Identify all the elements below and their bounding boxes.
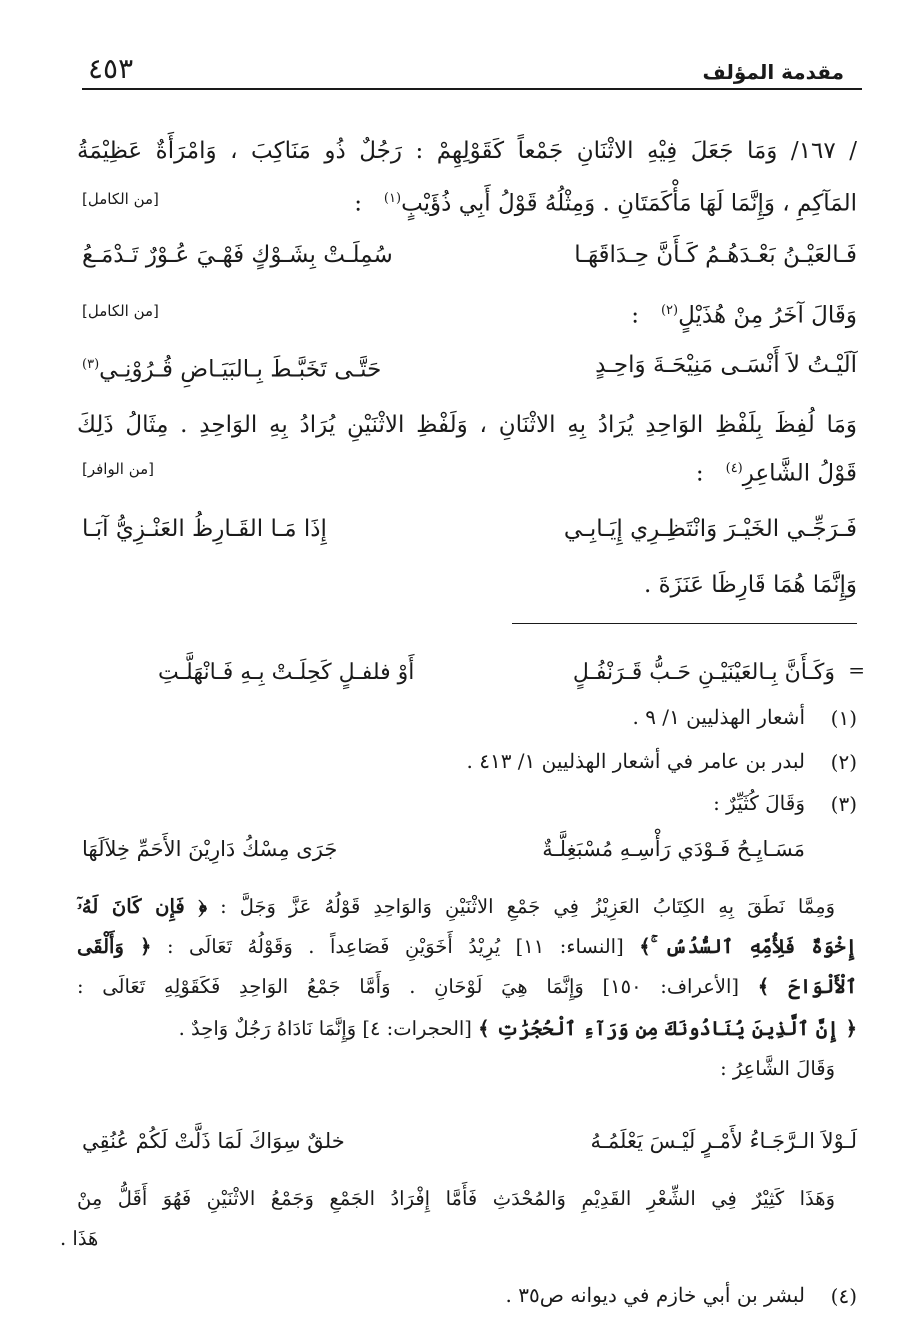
quran-quote-3: ﴿ إِنَّ ٱلَّذِينَ يُنَادُونَكَ مِن وَرَآءِ ٱلْحُجُرَٰتِ ﴾: [478, 1017, 857, 1040]
verse-2-right-hemistich: آلَيْـتُ لاَ أَنْسَـى مَنِيْحَـةَ وَاحِـدٍ: [595, 352, 857, 378]
footnote-3-intro: وَقَالَ كُثَيِّرٌ :: [713, 791, 805, 815]
meter-tag-1: [من الكامل]: [82, 190, 159, 208]
footnote-ref-4[interactable]: (٤): [725, 461, 743, 476]
footnote-3-para-line-7: هَذَا .: [60, 1227, 99, 1250]
footnote-3-para-line-1: [77, 890, 835, 924]
verse-2-left-text: حَتَّـى تَخَبَّـطَ بِـالبَيَـاضِ قُـرُوْنِـي: [99, 356, 382, 383]
footnote-3-verse2-left-hemistich: خلقٌ سِوَاكَ لَمَا ذَلَّتْ لَكُمْ عُنُقِي: [82, 1129, 345, 1153]
footnote-3-verse-right-hemistich: مَسَـايِـحُ فَـوْدَي رَأْسِـهِ مُسْبَغِلَّـةٌ: [542, 837, 805, 861]
meter-tag-3: [من الوافر]: [82, 460, 155, 478]
main-line-2: [237, 180, 857, 223]
continued-verse-left-hemistich: أَوْ فلفـلٍ كَحِلَـتْ بِـهِ فَـانْهَلَّـتِ: [158, 660, 415, 685]
header-rule: [82, 88, 862, 90]
footnote-3-para-line-3: [77, 970, 857, 1004]
footnote-ref-2[interactable]: (٢): [660, 303, 679, 318]
footnote-3-verse-left-hemistich: جَرَى مِسْكُ دَارِيْنَ الأَحَمِّ خِلاَلَهَا: [82, 837, 338, 861]
footnote-3-para-line-6: وَهَذَا كَثِيْرٌ فِي الشِّعْرِ القَدِيْمِ وَالمُحْدَثِ فَأَمَّا إِفْرَادُ الجَمْعِ وَجَمْعُ الاثْنَيْنِ فَهُوَ أَقَلُّ مِنْ: [77, 1187, 835, 1210]
footnote-1-number: (١): [830, 706, 857, 730]
page-number: ٤٥٣: [88, 52, 134, 85]
quran-quote-1b: إِخْوَةٌ فَلِأُمِّهِ ٱلسُّدُسُ ۚ﴾: [639, 935, 858, 958]
main-line-3: [457, 292, 857, 335]
footnote-3-para-line-1-text: وَمِمَّا نَطَقَ بِهِ الكِتَابُ العَزِيْزُ فِي جَمْعِ الاثْنَيْنِ وَالوَاحِدِ قَوْلُهُ عَزَّ وَجَلَّ :: [220, 895, 835, 918]
main-line-1: / ١٦٧/ وَمَا جَعَلَ فِيْهِ الاثْنَانِ جَمْعاً كَقَوْلِهِمْ : رَجُلٌ ذُو مَنَاكِبَ ، وَامْرَأَةٌ عَظِيْمَةُ: [77, 138, 858, 164]
main-line-2-colon: :: [354, 190, 362, 217]
quran-quote-1a: ﴿ فَإِن كَانَ لَهُۥٓ: [77, 895, 208, 918]
verse-2-left-hemistich: [82, 346, 381, 389]
verse-3-left-hemistich: إِذَا مَـا القَـارِظُ العَنْـزِيُّ آبَـا: [82, 516, 327, 542]
running-title: مقدمة المؤلف: [702, 60, 844, 84]
main-line-3-colon: :: [631, 302, 640, 329]
main-line-6: وَإِنَّمَا هُمَا قَارِظَا عَنَزَةَ .: [643, 572, 857, 598]
footnote-3-para-line-4-text: [الحجرات: ٤] وَإِنَّمَا نَادَاهُ رَجُلٌ وَاحِدٌ .: [178, 1017, 472, 1040]
footnote-ref-3[interactable]: (٣): [82, 357, 100, 372]
footnote-4-text: لبشر بن أبي خازم في ديوانه ص٣٥ .: [505, 1283, 805, 1307]
footnote-2-number: (٢): [830, 750, 857, 774]
main-line-4: وَمَا لُفِظَ بِلَفْظِ الوَاحِدِ يُرَادُ بِهِ الاثْنَانِ ، وَلَفْظِ الاثْنَيْنِ يُرَادُ بِهِ الوَاحِدِ . مِثَالُ ذَلِكَ: [77, 412, 857, 438]
main-line-5-text: قَوْلُ الشَّاعِرِ: [742, 460, 857, 487]
footnote-2-text: لبدر بن عامر في أشعار الهذليين ١/ ٤١٣ .: [466, 749, 805, 773]
continued-verse-right-hemistich: وَكَـأَنَّ بِـالعَيْنَيْـنِ حَـبُّ قَـرَنْفُـلٍ: [572, 660, 835, 685]
main-line-2-text: المَآكِمِ ، وَإِنَّمَا لَهَا مَأْكَمَتَانِ . وَمِثْلُهُ قَوْلُ أَبِي ذُؤَيْبٍ: [401, 190, 857, 217]
meter-tag-2: [من الكامل]: [82, 302, 159, 320]
main-line-5-colon: :: [695, 460, 704, 487]
footnote-separator: [512, 623, 857, 624]
footnote-3-number: (٣): [830, 792, 857, 816]
footnote-4-number: (٤): [830, 1284, 857, 1308]
quran-quote-2b: ٱلْأَلْوَاحَ ﴾: [757, 975, 858, 998]
footnote-3-para-line-2: [77, 930, 857, 964]
main-line-5: [557, 450, 857, 493]
footnote-ref-1[interactable]: (١): [383, 191, 402, 206]
verse-1-left-hemistich: سُمِلَـتْ بِشَـوْكٍ فَهْـيَ عُـوْرٌ تَـدْمَـعُ: [82, 242, 393, 268]
verse-3-right-hemistich: فَـرَجِّـي الخَيْـرَ وَانْتَظِـرِي إِيَـابِـي: [563, 516, 857, 542]
footnote-3-para-line-5: وَقَالَ الشَّاعِرُ :: [720, 1057, 835, 1080]
footnote-3-para-line-4: [77, 1012, 857, 1046]
footnote-1-text: أشعار الهذليين ١/ ٩ .: [632, 705, 805, 729]
footnote-3-verse2-right-hemistich: لَـوْلاَ الـرَّجَـاءُ لأَمْـرٍ لَيْـسَ يَعْلَمُـهُ: [590, 1129, 857, 1153]
quran-quote-2a: ﴿ وَأَلْقَى: [77, 935, 152, 958]
main-line-3-text: وَقَالَ آخَرُ مِنْ هُذَيْلٍ: [678, 302, 857, 329]
continuation-mark: =: [848, 658, 865, 682]
footnote-3-para-line-3-text: [الأعراف: ١٥٠] وَإِنَّمَا هِيَ لَوْحَانِ . وَأَمَّا جَمْعُ الوَاحِدِ فَكَقَوْلِهِ تَعَالَى :: [77, 975, 740, 998]
footnote-3-para-line-2-text: [النساء: ١١] يُرِيْدُ أَخَوَيْنِ فَصَاعِداً . وَقَوْلُهُ تَعَالَى :: [166, 935, 624, 958]
verse-1-right-hemistich: فَـالعَيْـنُ بَعْـدَهُـمُ كَـأَنَّ حِـدَاقَهَـا: [574, 242, 857, 268]
